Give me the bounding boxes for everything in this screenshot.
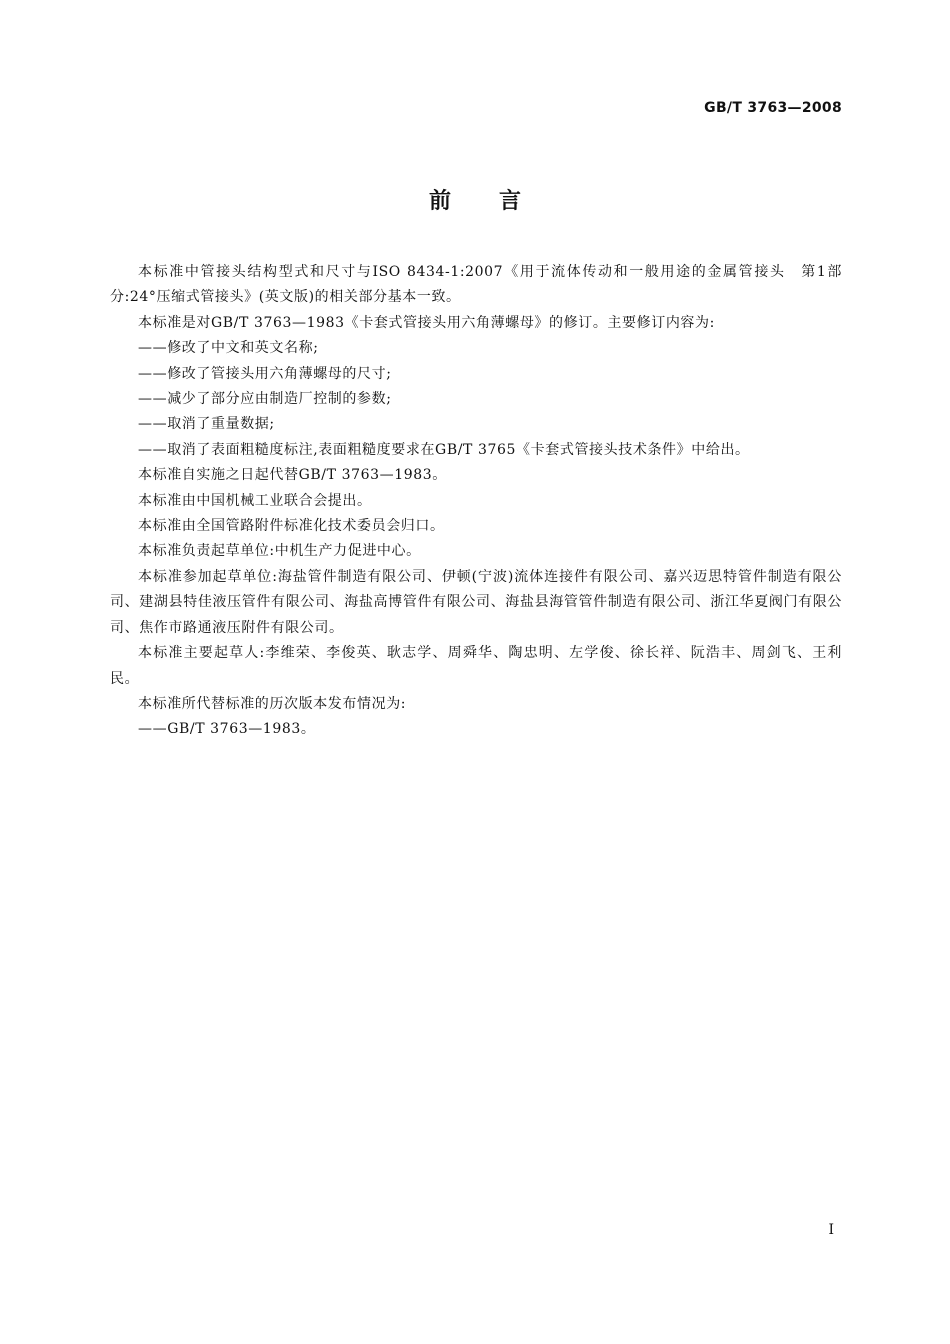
document-body bbox=[110, 260, 842, 743]
page-number: I bbox=[828, 1222, 834, 1238]
paragraph: 本标准参加起草单位:海盐管件制造有限公司、伊顿(宁波)流体连接件有限公司、嘉兴迈思特管件制造有限公司、建湖县特佳液压管件有限公司、海盐高博管件有限公司、海盐县海管管件制造有限公司、浙江华夏阀门有限公司、焦作市路通液压附件有限公司。 bbox=[110, 568, 842, 636]
paragraph: 本标准负责起草单位:中机生产力促进中心。 bbox=[138, 543, 421, 560]
paragraph: 本标准主要起草人:李维荣、李俊英、耿志学、周舜华、陶忠明、左学俊、徐长祥、阮浩丰、周剑飞、王利民。 bbox=[110, 645, 842, 687]
paragraph: 本标准是对GB/T 3763—1983《卡套式管接头用六角薄螺母》的修订。主要修订内容为: bbox=[138, 314, 715, 331]
list-item: ——取消了重量数据; bbox=[138, 416, 275, 433]
paragraph: 本标准自实施之日起代替GB/T 3763—1983。 bbox=[138, 467, 447, 484]
page-title: 前言 bbox=[428, 189, 569, 214]
paragraph: 本标准中管接头结构型式和尺寸与ISO 8434-1:2007《用于流体传动和一般用途的金属管接头 第1部分:24°压缩式管接头》(英文版)的相关部分基本一致。 bbox=[110, 264, 842, 306]
list-item: ——修改了管接头用六角薄螺母的尺寸; bbox=[138, 365, 392, 382]
list-item: ——取消了表面粗糙度标注,表面粗糙度要求在GB/T 3765《卡套式管接头技术条件》中给出。 bbox=[138, 441, 750, 458]
standard-number: GB/T 3763—2008 bbox=[704, 100, 842, 116]
list-item: ——GB/T 3763—1983。 bbox=[138, 721, 316, 738]
paragraph: 本标准所代替标准的历次版本发布情况为: bbox=[138, 695, 407, 712]
list-item: ——减少了部分应由制造厂控制的参数; bbox=[138, 391, 392, 408]
paragraph: 本标准由全国管路附件标准化技术委员会归口。 bbox=[138, 518, 445, 535]
list-item: ——修改了中文和英文名称; bbox=[138, 340, 319, 357]
paragraph: 本标准由中国机械工业联合会提出。 bbox=[138, 492, 372, 509]
